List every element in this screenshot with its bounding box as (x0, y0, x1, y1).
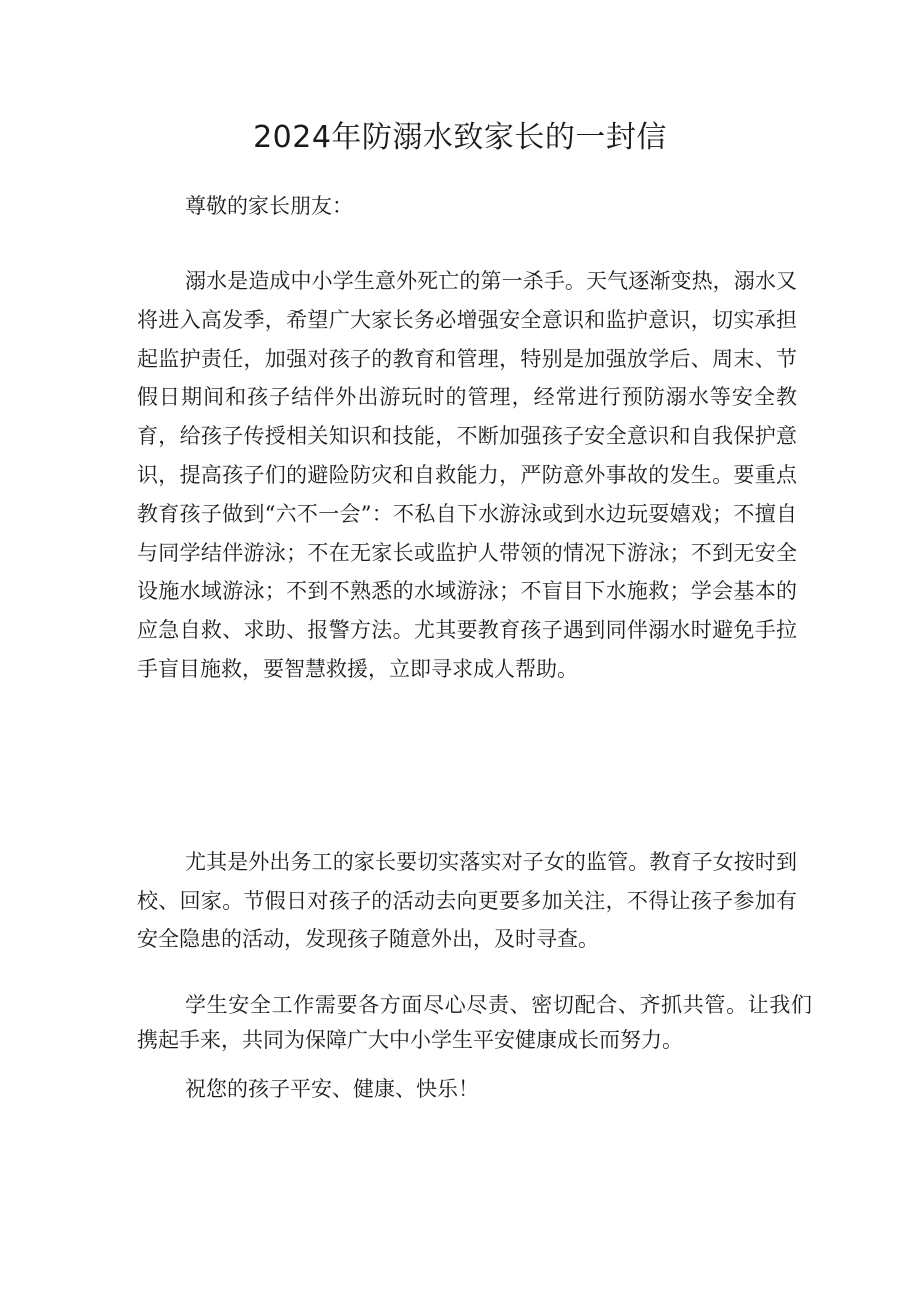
paragraph-migrant-parents: 尤其是外出务工的家长要切实落实对子女的监管。教育子女按时到校、回家。节假日对孩子的活动去向更要多加关注，不得让孩子参加有安全隐患的活动，发现孩子随意外出，及时寻查。 (137, 850, 797, 951)
page-title: 2024年防溺水致家长的一封信 (253, 120, 667, 155)
paragraph-drowning-prevention: 溺水是造成中小学生意外死亡的第一杀手。天气逐渐变热，溺水又将进入高发季，希望广大家长务必增强安全意识和监护意识，切实承担起监护责任，加强对孩子的教育和管理，特别是加强放学后、周末、节假日期间和孩子结伴外出游玩时的管理，经常进行预防溺水等安全教育，给孩子传授相关知识和技能，不断加强孩子安全意识和自我保护意识，提高孩子们的避险防灾和自救能力，严防意外事故的发生。要重点教育孩子做到“六不一会”：不私自下水游泳或到水边玩耍嬉戏；不擅自与同学结伴游泳；不在无家长或监护人带领的情况下游泳；不到无安全设施水域游泳；不到不熟悉的水域游泳；不盲目下水施救；学会基本的应急自救、求助、报警方法。尤其要教育孩子遇到同伴溺水时避免手拉手盲目施救，要智慧救援，立即寻求成人帮助。 (137, 269, 797, 681)
salutation: 尊敬的家长朋友： (185, 194, 353, 218)
closing-wish: 祝您的孩子平安、健康、快乐！ (185, 1077, 479, 1101)
paragraph-joint-effort: 学生安全工作需要各方面尽心尽责、密切配合、齐抓共管。让我们携起手来，共同为保障广大中小学生平安健康成长而努力。 (137, 993, 812, 1052)
